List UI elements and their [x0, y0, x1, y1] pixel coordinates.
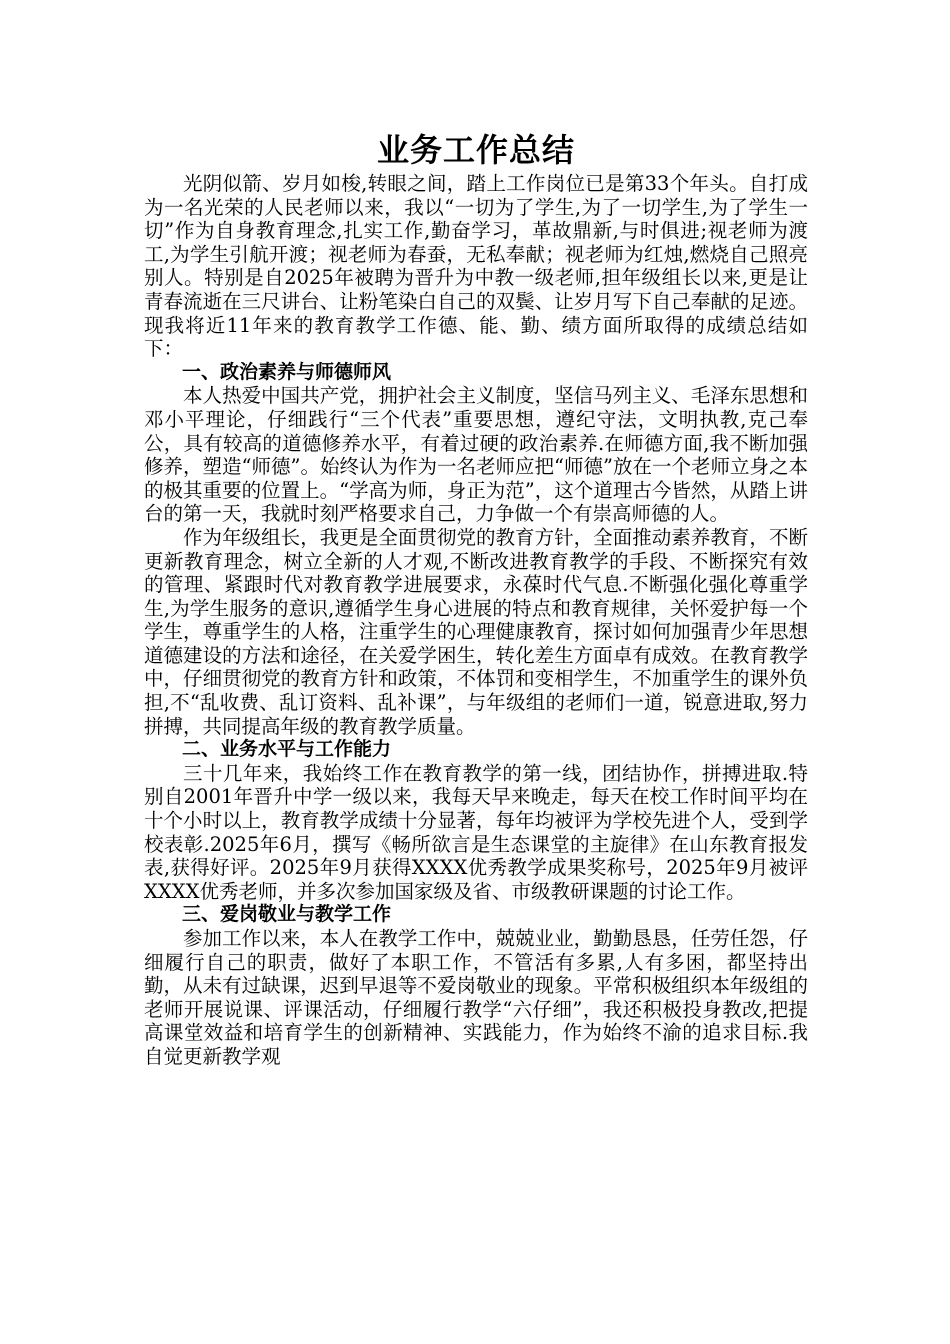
section-paragraph: 参加工作以来，本人在教学工作中，兢兢业业，勤勤恳恳，任劳任怨，仔细履行自己的职责，做好了本职工作，不管活有多累,人有多困，都坚持出勤，从未有过缺课，迟到早退等不爱岗敬业的现象。平常积极组织本年级组的老师开展说课、评课活动，仔细履行教学“六仔细”，我还积极投身教改,把提高课堂效益和培育学生的创新精神、实践能力，作为始终不渝的追求目标.我自觉更新教学观 [144, 927, 808, 1068]
document-title: 业务工作总结 [376, 131, 575, 169]
section-paragraph: 三十几年来，我始终工作在教育教学的第一线，团结协作，拼搏进取.特别自2001年晋升中学一级以来，我每天早来晚走，每天在校工作时间平均在十个小时以上，教育教学成绩十分显著，每年均被评为学校先进个人，受到学校表彰.2025年6月，撰写《畅所欲言是生态课堂的主旋律》在山东教育报发表,获得好评。2025年9月获得XXXX优秀教学成果奖称号，2025年9月被评XXXX优秀老师，并多次参加国家级及省、市级教研课题的讨论工作。 [144, 761, 808, 903]
section-heading-politics: 一、政治素养与师德师风 [182, 360, 392, 383]
section-paragraph: 本人热爱中国共产党，拥护社会主义制度，坚信马列主义、毛泽东思想和邓小平理论，仔细践行“三个代表”重要思想，遵纪守法，文明执教,克己奉公，具有较高的道德修养水平，有着过硬的政治素养.在师德方面,我不断加强修养，塑造“师德”。始终认为作为一名老师应把“师德”放在一个老师立身之本的极其重要的位置上。“学高为师，身正为范”，这个道理古今皆然，从踏上讲台的第一天，我就时刻严格要求自己，力争做一个有崇高师德的人。 [144, 384, 808, 526]
intro-paragraph: 光阴似箭、岁月如梭,转眼之间，踏上工作岗位已是第33个年头。自打成为一名光荣的人民老师以来，我以“一切为了学生,为了一切学生,为了学生一切”作为自身教育理念,扎实工作,勤奋学习，革故鼎新,与时俱进;视老师为渡工,为学生引航开渡；视老师为春蚕，无私奉献；视老师为红烛,燃烧自己照亮别人。特别是自2025年被聘为晋升为中教一级老师,担年级组长以来,更是让青春流逝在三尺讲台、让粉笔染白自己的双鬓、让岁月写下自己奉献的足迹。现我将近11年来的教育教学工作德、能、勤、绩方面所取得的成绩总结如下： [144, 172, 808, 361]
section-heading-ability: 二、业务水平与工作能力 [182, 738, 392, 761]
document-page [144, 128, 808, 1069]
section-heading-dedication: 三、爱岗敬业与教学工作 [182, 903, 392, 926]
section-paragraph: 作为年级组长，我更是全面贯彻党的教育方针，全面推动素养教育，不断更新教育理念，树立全新的人才观,不断改进教育教学的手段、不断探究有效的管理、紧跟时代对教育教学进展要求，永葆时代气息.不断强化强化尊重学生,为学生服务的意识,遵循学生身心进展的特点和教育规律，关怀爱护每一个学生，尊重学生的人格，注重学生的心理健康教育，探讨如何加强青少年思想道德建设的方法和途径，在关爱学困生，转化差生方面卓有成效。在教育教学中，仔细贯彻党的教育方针和政策，不体罚和变相学生，不加重学生的课外负担,不“乱收费、乱订资料、乱补课”，与年级组的老师们一道，锐意进取,努力拼搏，共同提高年级的教育教学质量。 [144, 525, 808, 738]
